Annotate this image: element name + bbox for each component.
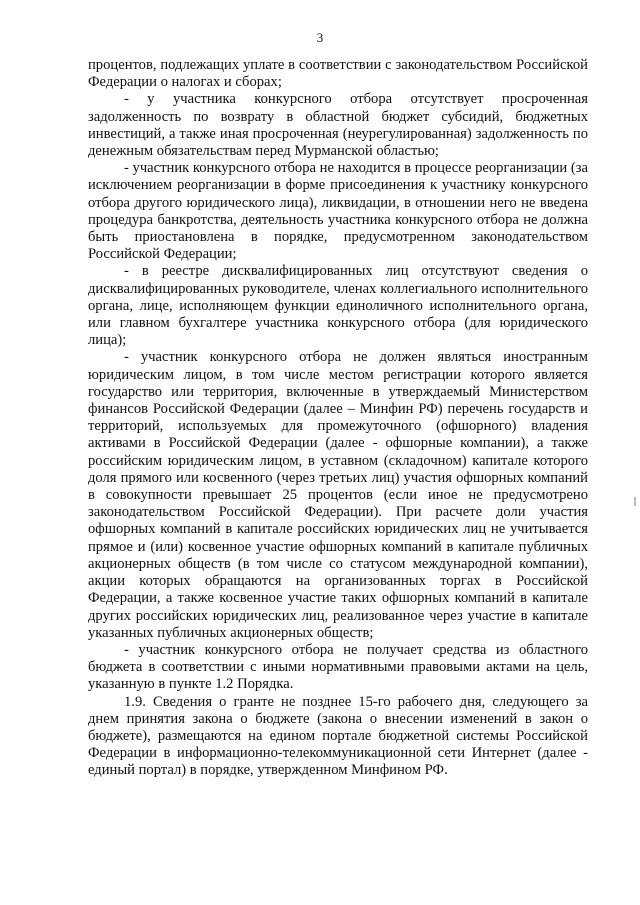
- scan-artifact: [634, 497, 636, 506]
- paragraph-no-overdue-debt: - у участника конкурсного отбора отсутствует просроченная задолженность по возврату в областной бюджет субсидий, бюджетных инвестиций, а также иная просроченная (неурегулированная) задолженность по денежным обязательствам перед Мурманской областью;: [88, 91, 588, 160]
- document-body: [88, 57, 588, 780]
- paragraph-taxes: процентов, подлежащих уплате в соответствии с законодательством Российской Федерации о налогах и сборах;: [88, 57, 588, 91]
- paragraph-offshore-companies: - участник конкурсного отбора не должен являться иностранным юридическим лицом, в том числе местом регистрации которого является государство или территория, включенные в утверждаемый Министерством финансов Российской Федерации (далее – Минфин РФ) перечень государств и территорий, используемых для промежуточного (офшорного) владения активами в Российской Федерации (далее - офшорные компании), а также российским юридическим лицом, в уставном (складочном) капитале которого доля прямого или косвенного (через третьих лиц) участия офшорных компаний в совокупности превышает 25 процентов (если иное не предусмотрено законодательством Российской Федерации). При расчете доли участия офшорных компаний в капитале российских юридических лиц не учитывается прямое и (или) косвенное участие офшорных компаний в капитале публичных акционерных обществ (в том числе со статусом международной компании), акции которых обращаются на организованных торгах в Российской Федерации, а также косвенное участие таких офшорных компаний в капитале других российских юридических лиц, реализованное через участие в капитале указанных публичных акционерных обществ;: [88, 349, 588, 641]
- paragraph-no-reorganization: - участник конкурсного отбора не находится в процессе реорганизации (за исключением реорганизации в форме присоединения к участнику конкурсного отбора другого юридического лица), ликвидации, в отношении него не введена процедура банкротства, деятельность участника конкурсного отбора не должна быть приостановлена в порядке, предусмотренном законодательством Российской Федерации;: [88, 160, 588, 263]
- paragraph-no-other-funds: - участник конкурсного отбора не получает средства из областного бюджета в соответствии с иными нормативными правовыми актами на цель, указанную в пункте 1.2 Порядка.: [88, 641, 588, 693]
- paragraph-disqualified-persons: - в реестре дисквалифицированных лиц отсутствуют сведения о дисквалифицированных руководителе, членах коллегиального исполнительного органа, лице, исполняющем функции единоличного исполнительного органа, или главном бухгалтере участника конкурсного отбора (для юридического лица);: [88, 263, 588, 349]
- paragraph-grant-info-publication: 1.9. Сведения о гранте не позднее 15-го рабочего дня, следующего за днем принятия закона о бюджете (закона о внесении изменений в закон о бюджете), размещаются на едином портале бюджетной системы Российской Федерации в информационно-телекоммуникационной сети Интернет (далее - единый портал) в порядке, утвержденном Минфином РФ.: [88, 693, 588, 779]
- page-number: 3: [316, 30, 324, 45]
